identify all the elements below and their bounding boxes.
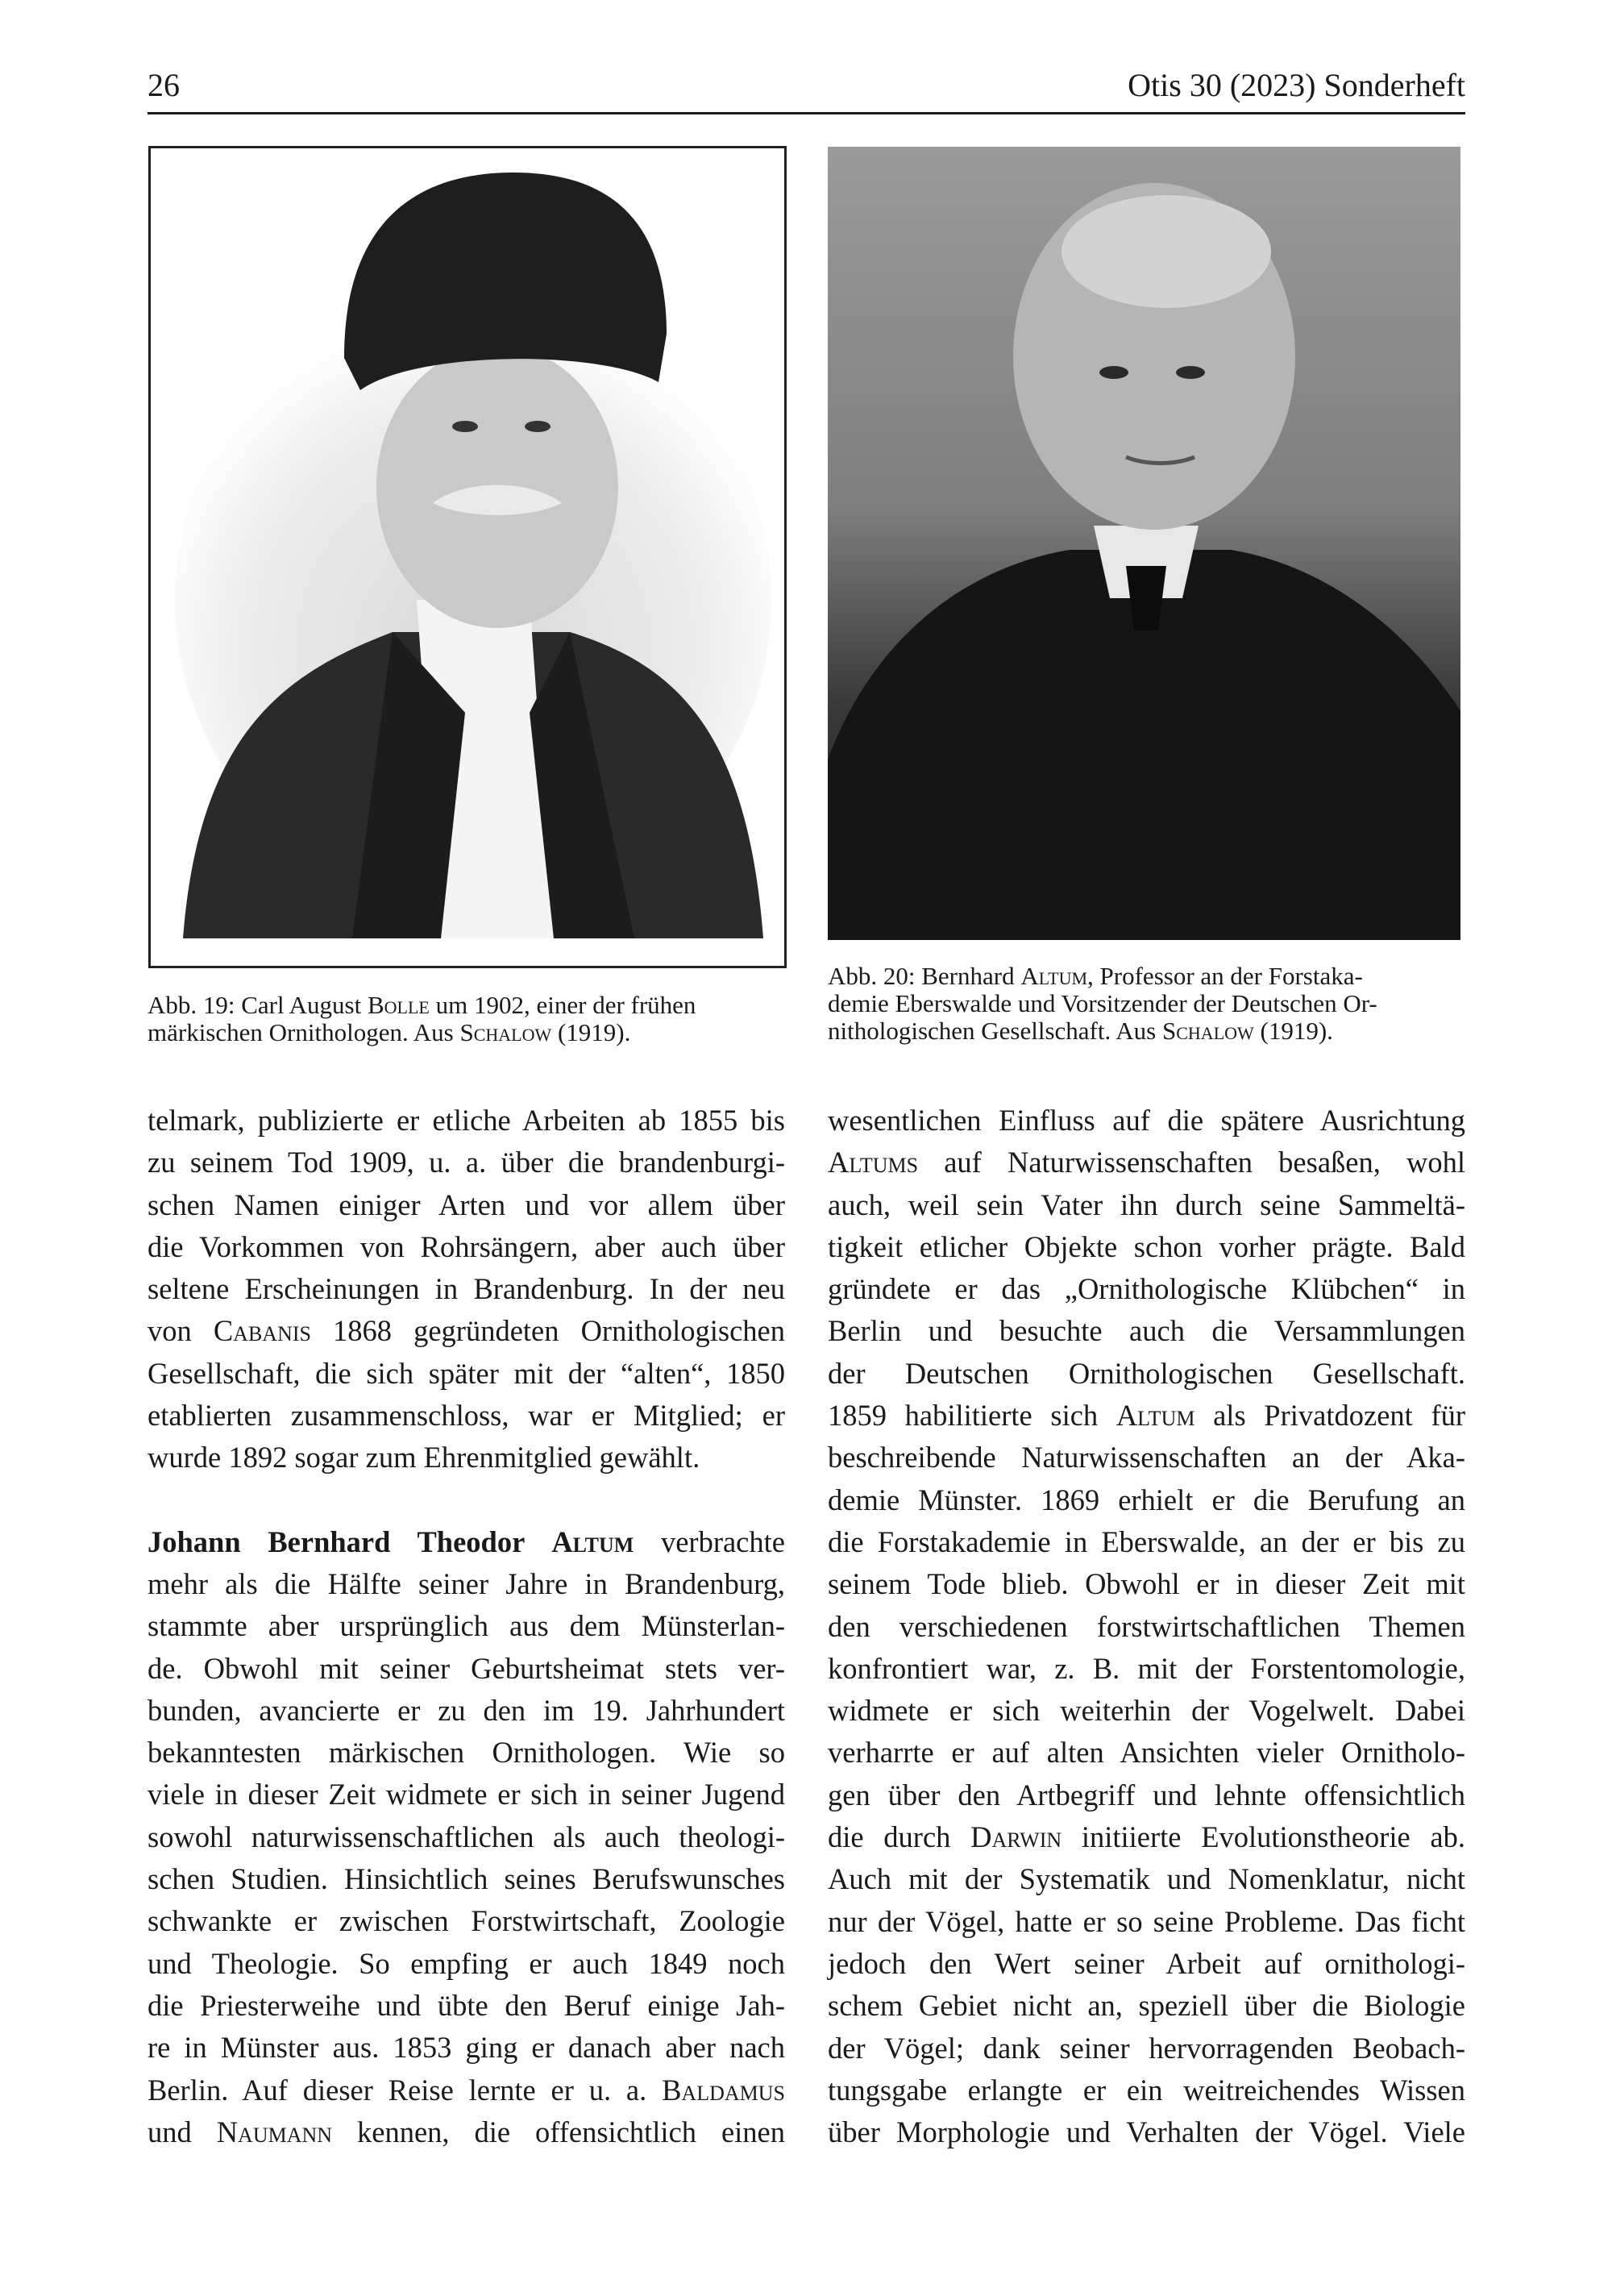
figure-20-caption xyxy=(828,963,1466,1045)
portrait-bolle xyxy=(151,148,784,966)
text-line: zu seinem Tod 1909, u. a. über die brandenburgi- xyxy=(147,1146,785,1179)
text-line: jedoch den Wert seiner Arbeit auf ornithologi- xyxy=(828,1946,1465,1980)
text-line: nur der Vögel, hatte er so seine Probleme. Das ficht xyxy=(828,1904,1465,1938)
person-name: Baldamus xyxy=(662,2073,785,2107)
text-line: schen Studien. Hinsichtlich seines Berufswunsches xyxy=(147,1862,785,1896)
journal-title: Otis 30 (2023) Sonderheft xyxy=(1128,67,1465,103)
source-author: Schalow xyxy=(1162,1017,1254,1045)
text-line: gründete er das „Ornithologische Klübchen“ in xyxy=(828,1272,1465,1306)
caption-text: (1919). xyxy=(551,1018,631,1046)
caption-text: Abb. 19: Carl August xyxy=(147,991,368,1019)
text-line: tungsgabe erlangte er ein weitreichendes Wissen xyxy=(828,2073,1465,2107)
text-line: die Forstakademie in Eberswalde, an der er bis zu xyxy=(828,1524,1465,1558)
section-lead-name: Johann Bernhard Theodor xyxy=(147,1524,552,1558)
text-line: demie Münster. 1869 erhielt er die Berufung an xyxy=(828,1483,1465,1516)
text-line: etablierten zusammenschloss, war er Mitglied; er xyxy=(147,1399,785,1433)
person-name: Altum xyxy=(1020,962,1088,990)
running-head xyxy=(147,63,1465,108)
text-line: Berlin und besuchte auch die Versammlungen xyxy=(828,1314,1465,1348)
eye-right xyxy=(525,421,550,432)
eye-right xyxy=(1176,366,1205,379)
text-line: wurde 1892 sogar zum Ehrenmitglied gewählt. xyxy=(147,1441,700,1475)
text-line: konfrontiert war, z. B. mit der Forstentomologie, xyxy=(828,1651,1465,1685)
text-line xyxy=(828,1395,1465,1437)
source-author: Schalow xyxy=(459,1018,552,1046)
text-line: wesentlichen Einfluss auf die spätere Ausrichtung xyxy=(828,1104,1465,1137)
text-line: den verschiedenen forstwirtschaftlichen Themen xyxy=(828,1609,1465,1643)
text-line xyxy=(147,2111,785,2153)
person-name: Naumann xyxy=(216,2115,333,2148)
text-line: seinem Tode blieb. Obwohl er in dieser Zeit mit xyxy=(828,1567,1465,1601)
paragraph-bolle-continued xyxy=(147,1100,785,1479)
text-line: seltene Erscheinungen in Brandenburg. In der neu xyxy=(147,1272,785,1306)
person-name: Bolle xyxy=(367,991,430,1019)
fur-hat xyxy=(344,173,667,390)
person-name: Altums xyxy=(828,1146,919,1179)
text-line: der Deutschen Ornithologischen Gesellschaft. xyxy=(828,1356,1465,1390)
page-number: 26 xyxy=(147,67,180,103)
text-line: die Vorkommen von Rohrsängern, aber auch über xyxy=(147,1229,785,1263)
text-line: schem Gebiet nicht an, speziell über die Biologie xyxy=(828,1989,1465,2023)
header-rule xyxy=(147,112,1465,114)
caption-text: Abb. 20: Bernhard xyxy=(828,962,1021,990)
paragraph-gap xyxy=(147,1479,785,1521)
text-line: verharrte er auf alten Ansichten vieler Ornitholo- xyxy=(828,1736,1465,1770)
bald-crown xyxy=(1062,195,1271,308)
body-column-left xyxy=(147,1100,785,2153)
text-line: widmete er sich weiterhin der Vogelwelt. Dabei xyxy=(828,1694,1465,1728)
text: auf Naturwissenschaften besaßen, wohl xyxy=(918,1146,1465,1179)
text-line xyxy=(147,1310,785,1352)
text-line: Auch mit der Systematik und Nomenklatur, nicht xyxy=(828,1862,1465,1896)
text-line: und Theologie. So empfing er auch 1849 noch xyxy=(147,1946,785,1980)
text-line: tigkeit etlicher Objekte schon vorher prägte. Bald xyxy=(828,1229,1465,1263)
person-name: Altum xyxy=(1116,1399,1195,1433)
text: verbrachte xyxy=(634,1524,785,1558)
text-line: der Vögel; dank seiner hervorragenden Beobach- xyxy=(828,2031,1465,2065)
text-line: gen über den Artbegriff und lehnte offensichtlich xyxy=(828,1778,1465,1811)
text: 1859 habilitierte sich xyxy=(828,1399,1116,1433)
eye-left xyxy=(1099,366,1128,379)
body-column-right xyxy=(828,1100,1465,2153)
text: von xyxy=(147,1314,214,1348)
text-line: mehr als die Hälfte seiner Jahre in Brandenburg, xyxy=(147,1566,785,1600)
caption-text: , Professor an der Forstaka- xyxy=(1087,962,1363,990)
text-line: bunden, avancierte er zu den im 19. Jahrhundert xyxy=(147,1693,785,1727)
caption-text: um 1902, einer der frühen xyxy=(429,991,696,1019)
figure-19-image xyxy=(148,146,787,968)
text-line: viele in dieser Zeit widmete er sich in seiner Jugend xyxy=(147,1778,785,1811)
text-line: re in Münster aus. 1853 ging er danach aber nach xyxy=(147,2031,785,2065)
text-line: die Priesterweihe und übte den Beruf einige Jah- xyxy=(147,1988,785,2022)
text-line xyxy=(147,2069,785,2111)
text-line: sowohl naturwissenschaftlichen als auch theologi- xyxy=(147,1820,785,1853)
text-line: stammte aber ursprünglich aus dem Münsterlan- xyxy=(147,1609,785,1643)
person-name: Altum xyxy=(551,1524,634,1558)
text-line xyxy=(828,1142,1465,1183)
text-line: schen Namen einiger Arten und vor allem über xyxy=(147,1188,785,1221)
paragraph-altum xyxy=(147,1521,785,2153)
text-line: auch, weil sein Vater ihn durch seine Sammeltä- xyxy=(828,1188,1465,1221)
caption-text: demie Eberswalde und Vorsitzender der Deutschen Or- xyxy=(828,989,1377,1017)
text: Berlin. Auf dieser Reise lernte er u. a. xyxy=(147,2073,663,2107)
person-name: Cabanis xyxy=(213,1314,311,1348)
person-name: Darwin xyxy=(970,1820,1062,1854)
text: 1868 gegründeten Ornithologischen xyxy=(310,1314,785,1348)
caption-text: märkischen Ornithologen. Aus xyxy=(147,1018,460,1046)
figure-20-image xyxy=(828,147,1460,940)
text-line xyxy=(147,1521,785,1563)
portrait-altum xyxy=(828,147,1460,940)
text: als Privatdozent für xyxy=(1194,1399,1465,1433)
text-line: schwankte er zwischen Forstwirtschaft, Zoologie xyxy=(147,1904,785,1938)
text-line: beschreibende Naturwissenschaften an der Aka- xyxy=(828,1441,1465,1475)
text-line: über Morphologie und Verhalten der Vögel. Viele xyxy=(828,2115,1465,2149)
text-line: bekanntesten märkischen Ornithologen. Wie so xyxy=(147,1736,785,1770)
text: die durch xyxy=(828,1820,971,1854)
text-line: telmark, publizierte er etliche Arbeiten ab 1855 bis xyxy=(147,1104,785,1137)
figure-19-caption xyxy=(147,992,786,1046)
caption-text: nithologischen Gesellschaft. Aus xyxy=(828,1017,1162,1045)
text: und xyxy=(147,2115,217,2148)
caption-text: (1919). xyxy=(1253,1017,1333,1045)
eye-left xyxy=(452,421,478,432)
text: initiierte Evolutionstheorie ab. xyxy=(1062,1820,1465,1854)
text-line xyxy=(828,1816,1465,1858)
text-line: Gesellschaft, die sich später mit der “alten“, 1850 xyxy=(147,1356,785,1390)
text: kennen, die offensichtlich einen xyxy=(332,2115,786,2148)
text-line: de. Obwohl mit seiner Geburtsheimat stets ver- xyxy=(147,1651,785,1685)
